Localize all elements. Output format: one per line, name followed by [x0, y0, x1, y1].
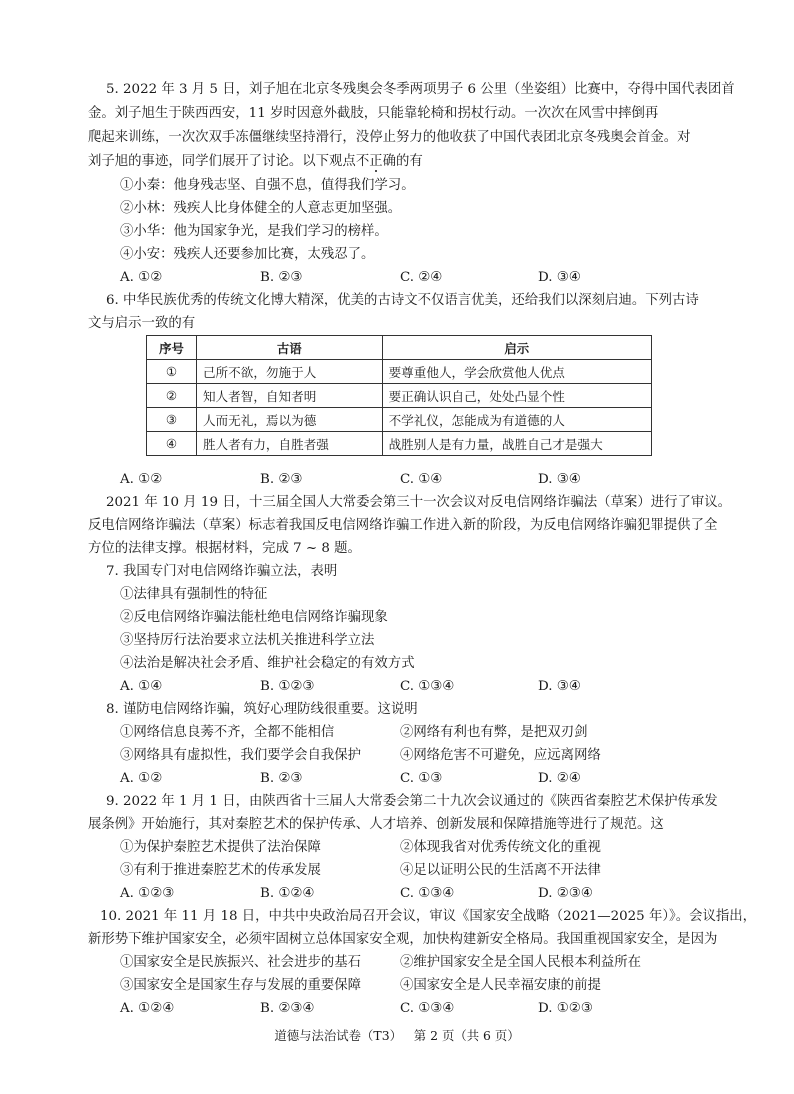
q6-row-number: ②: [147, 384, 197, 408]
q10-option-c[interactable]: C. ①③④: [400, 1001, 455, 1016]
q9-option-b[interactable]: B. ①②④: [260, 886, 315, 901]
q8-option-d[interactable]: D. ②④: [538, 771, 581, 786]
table-row: [147, 408, 652, 432]
q5-stem-suffix: 的有: [395, 154, 423, 169]
q5-stem-line-3: 爬起来训练，一次次双手冻僵继续坚持滑行，没停止努力的他收获了中国代表团北京冬残奥会首金。对: [88, 130, 691, 145]
q9-item-3: ③有利于推进秦腔艺术的传承发展: [120, 863, 321, 878]
q9-option-c[interactable]: C. ①③④: [400, 886, 455, 901]
q7-item-4: ④法治是解决社会矛盾、维护社会稳定的有效方式: [120, 656, 415, 671]
q8-item-2: ②网络有利也有弊，是把双刃剑: [400, 725, 588, 740]
table-row: [147, 360, 652, 384]
q7-stem: 7. 我国专门对电信网络诈骗立法，表明: [106, 564, 338, 579]
table-row: [147, 432, 652, 456]
q10-options: [120, 999, 680, 1019]
q7-item-2: ②反电信网络诈骗法能杜绝电信网络诈骗现象: [120, 610, 388, 625]
q6-row-number: ①: [147, 360, 197, 384]
q7-option-d[interactable]: D. ③④: [538, 679, 581, 694]
q5-stem-line-1: 5. 2022 年 3 月 5 日，刘子旭在北京冬残奥会冬季两项男子 6 公里（坐姿组）比赛中，夺得中国代表团首: [106, 82, 735, 97]
table-row: [147, 384, 652, 408]
q9-item-4: ④足以证明公民的生活离不开法律: [400, 863, 601, 878]
q6-table-header-row: [147, 336, 652, 360]
q7-option-c[interactable]: C. ①③④: [400, 679, 455, 694]
q8-option-c[interactable]: C. ①③: [400, 771, 443, 786]
q6-header-number: 序号: [147, 336, 197, 360]
q5-option-c[interactable]: C. ②④: [400, 270, 443, 285]
q6-table: [146, 335, 652, 456]
material-line-3: 方位的法律支撑。根据材料，完成 7 ~ 8 题。: [88, 541, 361, 556]
material-line-1: 2021 年 10 月 19 日，十三届全国人大常委会第三十一次会议对反电信网络诈骗法（草案）进行了审议。: [106, 495, 732, 510]
q10-item-1: ①国家安全是民族振兴、社会进步的基石: [120, 955, 362, 970]
q5-stem-prefix: 刘子旭的事迹，同学们展开了讨论。以下观点: [88, 154, 356, 169]
q7-options: [120, 677, 680, 697]
q9-item-1: ①为保护秦腔艺术提供了法治保障: [120, 840, 321, 855]
q6-row-quote: 知人者智，自知者明: [196, 384, 382, 408]
q9-option-d[interactable]: D. ②③④: [538, 886, 593, 901]
q5-item-3: ③小华：他为国家争光，是我们学习的榜样。: [120, 224, 388, 239]
q6-row-number: ③: [147, 408, 197, 432]
q10-option-a[interactable]: A. ①②④: [120, 1001, 175, 1016]
q10-option-b[interactable]: B. ②③④: [260, 1001, 315, 1016]
q8-option-a[interactable]: A. ①②: [120, 771, 163, 786]
q10-stem-line-2: 新形势下维护国家安全，必须牢固树立总体国家安全观，加快构建新安全格局。我国重视国家安全，是因为: [88, 932, 718, 947]
q6-row-insight: 要正确认识自己，处处凸显个性: [382, 384, 651, 408]
q5-item-2: ②小林：残疾人比身体健全的人意志更加坚强。: [120, 201, 402, 216]
q5-stem-line-4: [88, 152, 423, 172]
q5-option-b[interactable]: B. ②③: [260, 270, 303, 285]
q6-option-a[interactable]: A. ①②: [120, 472, 163, 487]
q6-options: [120, 470, 680, 490]
q6-header-quote: 古语: [196, 336, 382, 360]
q6-row-insight: 要尊重他人，学会欣赏他人优点: [382, 360, 651, 384]
q10-item-2: ②维护国家安全是全国人民根本利益所在: [400, 955, 642, 970]
q9-options: [120, 884, 680, 904]
q8-options: [120, 769, 680, 789]
q7-option-a[interactable]: A. ①④: [120, 679, 163, 694]
q6-row-quote: 人而无礼，焉以为德: [196, 408, 382, 432]
q8-option-b[interactable]: B. ②③: [260, 771, 303, 786]
q9-option-a[interactable]: A. ①②③: [120, 886, 175, 901]
q6-row-number: ④: [147, 432, 197, 456]
q10-item-3: ③国家安全是国家生存与发展的重要保障: [120, 978, 362, 993]
q6-option-b[interactable]: B. ②③: [260, 472, 303, 487]
q6-option-c[interactable]: C. ①④: [400, 472, 443, 487]
q7-item-3: ③坚持厉行法治要求立法机关推进科学立法: [120, 633, 375, 648]
q5-stem-emphasis: 不正确: [355, 154, 396, 169]
q6-row-quote: 己所不欲，勿施于人: [196, 360, 382, 384]
q6-stem-line-1: 6. 中华民族优秀的传统文化博大精深，优美的古诗文不仅语言优美，还给我们以深刻启迪。下列古诗: [106, 293, 699, 308]
q8-stem: 8. 谨防电信网络诈骗，筑好心理防线很重要。这说明: [106, 702, 418, 717]
q5-stem-line-2: 金。刘子旭生于陕西西安，11 岁时因意外截肢，只能靠轮椅和拐杖行动。一次次在风雪中摔倒再: [88, 106, 659, 121]
q7-item-1: ①法律具有强制性的特征: [120, 587, 268, 602]
q6-header-insight: 启示: [382, 336, 651, 360]
page-footer: 道德与法治试卷（T3） 第 2 页（共 6 页）: [274, 1028, 520, 1043]
q5-item-1: ①小秦：他身残志坚、自强不息，值得我们学习。: [120, 178, 415, 193]
q6-row-insight: 不学礼仪，怎能成为有道德的人: [382, 408, 651, 432]
q9-stem-line-2: 展条例》开始施行，其对秦腔艺术的保护传承、人才培养、创新发展和保障措施等进行了规范。这: [88, 817, 664, 832]
q6-row-insight: 战胜别人是有力量，战胜自己才是强大: [382, 432, 651, 456]
q9-item-2: ②体现我省对优秀传统文化的重视: [400, 840, 601, 855]
q5-option-d[interactable]: D. ③④: [538, 270, 581, 285]
q8-item-3: ③网络具有虚拟性，我们要学会自我保护: [120, 748, 362, 763]
q6-stem-line-2: 文与启示一致的有: [88, 316, 196, 331]
q5-options: [120, 268, 680, 288]
q10-option-d[interactable]: D. ①②③: [538, 1001, 593, 1016]
q5-item-4: ④小安：残疾人还要参加比赛，太残忍了。: [120, 247, 375, 262]
q8-item-4: ④网络危害不可避免，应远离网络: [400, 748, 601, 763]
q6-option-d[interactable]: D. ③④: [538, 472, 581, 487]
q9-stem-line-1: 9. 2022 年 1 月 1 日，由陕西省十三届人大常委会第二十九次会议通过的《陕西省秦腔艺术保护传承发: [106, 794, 718, 809]
q10-stem-line-1: 10. 2021 年 11 月 18 日，中共中央政治局召开会议，审议《国家安全战略（2021—2025 年）》。会议指出，: [100, 909, 757, 924]
q8-item-1: ①网络信息良莠不齐，全都不能相信: [120, 725, 335, 740]
q5-option-a[interactable]: A. ①②: [120, 270, 163, 285]
q10-item-4: ④国家安全是人民幸福安康的前提: [400, 978, 601, 993]
material-line-2: 反电信网络诈骗法（草案）标志着我国反电信网络诈骗工作进入新的阶段，为反电信网络诈骗犯罪提供了全: [88, 518, 718, 533]
q7-option-b[interactable]: B. ①②③: [260, 679, 315, 694]
q6-row-quote: 胜人者有力，自胜者强: [196, 432, 382, 456]
